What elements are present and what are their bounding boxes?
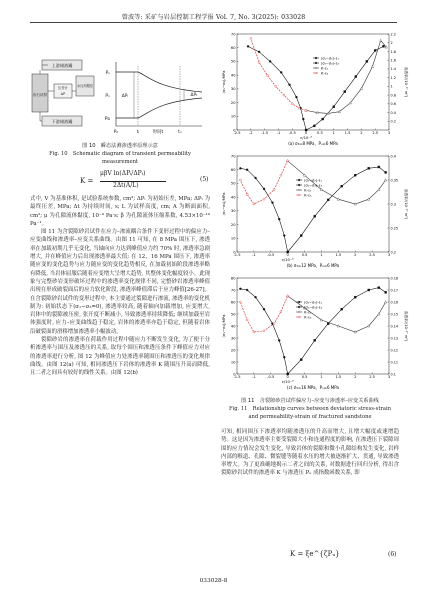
paragraph: 式中, V 为基准体积, 是试验系统参数, cm³; ΔPᵢ 为初始压差, MPa; ΔPₜ 为最终压差, MPa; Δt 为持续时间, s; L 为试样高度, cm; A 为断面面积, cm²; μ 为孔隙流体黏度, 10⁻⁹ Pa·s; β 为孔隙流体压缩系数, 4.53×10⁻¹⁰ Pa⁻¹。: [30, 196, 210, 227]
data-point: [298, 107, 300, 109]
x-tick-label: 1.5: [344, 131, 351, 136]
legend-label: K–ε₃: [304, 315, 312, 320]
eq5-numerator: μβV ln(ΔPᵢ/ΔPₜ): [100, 170, 146, 177]
series-line: [240, 168, 287, 252]
series-line: [288, 161, 386, 204]
chart-panel: [221, 154, 409, 268]
x-tick-label: 1: [320, 253, 323, 258]
delta-pi-label: ΔPᵢ: [121, 94, 129, 99]
x-tick-label: -1.5: [233, 253, 241, 258]
legend-label: (σ₁−σ₃)–ε₃: [321, 61, 339, 66]
chart-panel: [221, 276, 409, 390]
data-point: [255, 177, 257, 179]
data-point: [278, 339, 280, 341]
x-tick-label: 1.5: [335, 375, 342, 380]
x-tick-label: 3: [387, 131, 391, 136]
y-tick-label: 10: [230, 360, 236, 365]
legend-label: (σ₁−σ₃)–ε₃: [304, 183, 323, 188]
x-tick-label: -2.5: [233, 131, 241, 136]
data-point: [258, 61, 260, 63]
data-point: [280, 174, 282, 176]
legend-marker: [315, 72, 317, 74]
legend-marker: [298, 184, 300, 186]
data-point: [291, 103, 293, 105]
eq5-lhs: K =: [80, 177, 94, 185]
legend-label: K–ε₃: [304, 193, 312, 198]
data-point: [300, 359, 302, 361]
x-tick-label: -1: [252, 375, 256, 380]
data-point: [287, 295, 289, 297]
y2-tick-label: 1.6: [390, 58, 396, 63]
data-point: [266, 74, 268, 76]
data-point: [269, 60, 271, 62]
x-tick-label: 0: [304, 131, 308, 136]
data-point: [327, 199, 329, 201]
series-line: [306, 46, 383, 130]
x-tick-label: -0.5: [267, 253, 275, 258]
x-tick-label: -2: [249, 131, 253, 136]
y2-tick-label: 0.17: [390, 288, 399, 293]
panel-caption: (c) σ₃=16 MPa，Pᵤ=6 MPa: [287, 385, 339, 390]
data-point: [278, 218, 280, 220]
y-axis-label: (σ₁−σ₃)/MPa: [221, 192, 226, 216]
panel-caption: (a) σ₃=8 MPa，Pᵤ=6 MPa: [288, 141, 338, 146]
data-point: [263, 188, 265, 190]
y2-tick-label: 1.2: [390, 75, 396, 80]
y-tick-label: 40: [230, 195, 236, 200]
fig11-caption-en-1: Fig. 11 Relationship curves between deviatoric stress-strain: [229, 406, 391, 412]
paragraph: 可知, 相同围压下渗透率均随渗透压的升高而增大, 且增大幅度或速增趋势。这是因为渗透率主要受裂隙大小和连通程度的影响, 在渗透压下裂隙周围的应力情况会发生变化, 导致岩体的裂隙和微小孔隙结构发生变化, 岩样内部的喉道、孔隙、微裂缝等随着水压的增大被逐渐扩大、贯通, 导致渗透率增大。为了更准确地揭示二者之间的关系, 对数据进行回归分析, 得出含裂隙砂岩试件的渗透率 K 与渗透压 Pᵤ 成指数函数关系, 即: [221, 429, 399, 477]
data-point: [384, 301, 386, 303]
data-point: [287, 160, 289, 162]
y-tick-label: 50: [230, 312, 236, 317]
data-point: [341, 185, 343, 187]
y-tick-label: 70: [230, 154, 236, 159]
ti-label: tᵢ: [136, 130, 140, 135]
origin-label: P₀: [113, 130, 119, 135]
y-tick-label: 0: [233, 128, 236, 133]
data-point: [322, 118, 324, 120]
data-point: [341, 308, 343, 310]
data-point: [283, 356, 285, 358]
legend-marker: [298, 194, 300, 196]
figure-11-charts: [221, 30, 407, 396]
data-point: [253, 331, 255, 333]
eq5-number: (5): [200, 176, 209, 183]
data-point: [371, 65, 373, 67]
series-line: [240, 161, 287, 204]
legend-label: (σ₁−σ₃)–ε₁: [304, 178, 323, 183]
eq5-denominator: 2Δt(A/L): [113, 182, 139, 189]
data-point: [280, 311, 282, 313]
x-tick-label: 2.5: [369, 375, 375, 380]
data-point: [239, 179, 241, 181]
data-point: [314, 339, 316, 341]
x-tick-label: -1.5: [233, 375, 241, 380]
fig11-caption-en-2: and permeability-strain of fractured sandstone: [248, 414, 372, 420]
delta-pt-label: ΔPₜ: [190, 93, 198, 98]
data-point: [385, 291, 387, 293]
data-point: [239, 167, 241, 169]
y2-tick-label: 0.25: [390, 226, 399, 231]
y-tick-label: 60: [230, 168, 236, 173]
data-point: [354, 296, 356, 298]
data-point: [366, 60, 368, 62]
y-tick-label: 30: [230, 336, 236, 341]
right-body-text: [221, 428, 399, 478]
plot-frame: [237, 34, 389, 130]
y2-tick-label: 1: [390, 84, 393, 89]
legend-marker: [298, 301, 300, 303]
downstream-pressure-curve: [116, 98, 202, 118]
data-point: [380, 39, 382, 41]
data-point: [255, 296, 257, 298]
x-tick-label: 1: [320, 375, 323, 380]
y2-tick-label: 2.2: [390, 32, 396, 37]
pd-label: Pᴅ: [104, 117, 110, 122]
y2-tick-label: 1.8: [390, 49, 396, 54]
y-tick-label: 70: [230, 32, 236, 37]
y2-tick-label: 0.2: [390, 119, 396, 124]
apparatus-diagram: [32, 60, 94, 126]
legend-marker: [298, 179, 300, 181]
legend-marker: [315, 57, 317, 59]
x-tick-label: 2.5: [372, 131, 379, 136]
data-point: [368, 289, 370, 291]
fig11-caption-cn: 图 11 含裂隙砂岩试件偏应力–应变与渗透率–应变关系曲线: [241, 398, 379, 404]
x-tick-label: 1.5: [335, 253, 342, 258]
y-tick-label: 30: [230, 87, 236, 92]
y2-tick-label: 0.15: [390, 312, 399, 317]
pressure-time-plot: [105, 62, 202, 135]
x-axis-label: ε/10⁻³: [300, 135, 312, 140]
data-point: [360, 87, 362, 89]
rock-sample-label: 岩石试样: [32, 93, 48, 97]
series-line: [288, 296, 386, 332]
data-point: [295, 96, 297, 98]
y2-tick-label: 0.11: [390, 360, 399, 365]
paragraph: 裂隙砂岩的渗透率在荷载作用过程中随应力不断发生变化, 为了便于分析渗透率与围压及渗透压的关系, 取每个围压和渗透压条件下峰值应力对应的渗透率进行分析, 图 12 为峰值应力处渗透率随围压和渗透压的变化规律曲线。由图 12(a) 可知, 相同渗透压下岩体的渗透率 K 随围压升高而降低, 且二者之间具有较好的线性关系。由图 12(b): [30, 337, 210, 377]
y2-tick-label: 0.12: [390, 348, 399, 353]
data-point: [355, 76, 357, 78]
series-line: [240, 296, 287, 332]
data-point: [305, 129, 307, 131]
legend-marker: [298, 306, 300, 308]
equation-6: K = ξe^{ζPᵤ}: [290, 550, 340, 558]
fig10-caption-en-2: measurement: [101, 159, 139, 165]
time-axis-label: 时间t: [152, 130, 164, 135]
y-tick-label: 60: [230, 46, 236, 51]
data-point: [314, 215, 316, 217]
legend-marker: [315, 67, 317, 69]
plot-frame: [237, 156, 389, 252]
y-tick-label: 50: [230, 59, 236, 64]
tf-label: tₓ: [178, 130, 182, 135]
legend-marker: [298, 316, 300, 318]
x-tick-label: -1: [252, 253, 256, 258]
y2-tick-label: 0.14: [390, 324, 399, 329]
x-tick-label: 2.5: [369, 253, 375, 258]
y2-tick-label: 1.4: [390, 67, 396, 72]
series-line: [251, 38, 306, 110]
y2-tick-label: 0.2: [390, 250, 396, 255]
y-tick-label: 20: [230, 348, 236, 353]
series-line: [288, 288, 386, 374]
downstream-reservoir-label: 下游储液罐: [51, 119, 73, 124]
y-tick-label: 20: [230, 100, 236, 105]
x-tick-label: 1: [332, 131, 335, 136]
y-axis-label: (σ₁−σ₃)/MPa: [221, 314, 226, 338]
panel-caption: (b) σ₃=12 MPa，Pᵤ=6 MPa: [286, 263, 340, 268]
legend-label: K–ε₁: [304, 188, 312, 193]
legend-marker: [298, 311, 300, 313]
y2-tick-label: 0.18: [390, 276, 399, 281]
data-point: [287, 373, 289, 375]
legend-marker: [298, 189, 300, 191]
y2-axis-label: 渗透率/(10⁻¹⁷ m²): [404, 66, 408, 98]
x-tick-label: 2: [354, 253, 357, 258]
page-number: 033028-8: [199, 578, 228, 584]
y-tick-label: 0: [233, 372, 236, 377]
paragraph: 图 11 为含裂隙砂岩试件在应力–渗流耦合条件下变形过程中的偏应力–应变曲线和渗透率–应变关系曲线。由图 11 可知, 在 8 MPa 围压下, 渗透率在加载初期几乎无变化, 当轴向应力达到峰值应力约 70% 时, 渗透率急剧增大, 并在峰值应力后出现渗透率最大值; 在 12、16 MPa 围压下, 渗透率随应变的变化趋势与应力随应变的变化趋势相反, 在加载初始阶段渗透率略有降低, 当岩体屈服后随着应变增大呈增大趋势, 其整体变化幅度较小。此现象与完整砂岩变形破坏过程中的渗透率变化规律不同, 完整砂岩渗透率峰值出现在形成破裂面后的应力软化阶段, 渗透率峰值滞后于应力峰值[26-27]。在含裂隙砂岩试件的变形过程中, 本主要通过裂隙进行渗流, 渗透率的变化机制为: 初始状态下(σ₁−σ₃=0), 渗透率较高, 随着轴向加载增加, 应变增大, 岩体中的裂隙被压密, 张开度不断减小, 导致渗透率持续降低; 继续加载至岩体强度时, 应力–应变曲线趋于稳定, 岩体的渗透率亦趋于稳定, 但随着岩体沿破裂面的滑移增加渗透率小幅波动。: [30, 229, 210, 335]
pump-label: 水压伺服泵: [77, 84, 93, 88]
x-tick-label: 3: [387, 253, 391, 258]
y2-tick-label: 0.8: [390, 93, 396, 98]
data-point: [253, 203, 255, 205]
legend-label: K–ε₁: [304, 310, 312, 315]
x-tick-label: -0.5: [267, 375, 275, 380]
data-point: [258, 51, 260, 53]
data-point: [246, 319, 248, 321]
y2-axis-label: 渗透率/(10⁻¹⁷ m²): [404, 310, 408, 342]
fig10-caption-en-1: Fig. 10 Schematic diagram of transient permeability: [49, 151, 191, 157]
data-point: [246, 289, 248, 291]
upstream-pressure-curve: [116, 72, 202, 92]
data-point: [263, 198, 265, 200]
legend-label: (σ₁−σ₃)–ε₁: [304, 300, 323, 305]
y-tick-label: 40: [230, 324, 236, 329]
x-tick-label: 0: [286, 375, 289, 380]
header-rule: [30, 22, 397, 23]
y2-tick-label: 0.1: [390, 372, 396, 377]
data-point: [287, 251, 289, 253]
data-point: [378, 166, 380, 168]
y-tick-label: 50: [230, 181, 236, 186]
figure-10: [30, 58, 210, 140]
data-point: [283, 94, 285, 96]
data-point: [246, 169, 248, 171]
data-point: [263, 308, 265, 310]
upstream-reservoir-label: 上游储液罐: [51, 63, 73, 68]
x-tick-label: 0: [286, 253, 289, 258]
legend-label: K–ε₁: [321, 66, 329, 71]
data-point: [333, 106, 335, 108]
data-point: [239, 288, 241, 290]
data-point: [239, 301, 241, 303]
data-point: [344, 91, 346, 93]
data-point: [385, 171, 387, 173]
x-axis-label: ε/10⁻³: [281, 257, 294, 262]
data-point: [275, 85, 277, 87]
y2-tick-label: 0.4: [390, 154, 396, 159]
x-axis-label: ε/10⁻³: [281, 379, 294, 384]
running-header: 曾波等: 采矿与岩层控制工程学报 Vol. 7, No. 3(2025): 033028: [121, 14, 306, 21]
legend-label: K–ε₃: [321, 71, 329, 76]
y2-tick-label: 0.13: [390, 336, 399, 341]
y2-tick-label: 2: [390, 41, 393, 46]
equation-5: [80, 170, 210, 194]
x-tick-label: 2: [360, 131, 363, 136]
x-tick-label: 2: [354, 375, 357, 380]
y2-axis-label: 渗透率/(10⁻¹⁷ m²): [404, 188, 408, 220]
legend-label: (σ₁−σ₃)–ε₃: [304, 305, 323, 310]
x-tick-label: -1.5: [261, 131, 269, 136]
pf-label: Pₓ: [105, 94, 110, 99]
y-tick-label: 30: [230, 209, 236, 214]
plot-frame: [237, 278, 389, 374]
data-point: [273, 323, 275, 325]
data-point: [368, 167, 370, 169]
data-point: [271, 202, 273, 204]
data-point: [305, 109, 307, 111]
left-body-text: [30, 195, 210, 575]
x-tick-label: -0.5: [288, 131, 296, 136]
data-point: [354, 174, 356, 176]
x-tick-label: -1: [276, 131, 281, 136]
data-point: [382, 45, 384, 47]
data-point: [263, 330, 265, 332]
y-tick-label: 20: [230, 222, 236, 227]
data-point: [280, 71, 282, 73]
data-point: [302, 118, 304, 120]
data-point: [247, 45, 249, 47]
y2-tick-label: 0.3: [390, 202, 396, 207]
x-tick-label: 0.5: [301, 253, 308, 258]
data-point: [289, 84, 291, 86]
x-tick-label: 3: [387, 375, 391, 380]
y2-tick-label: 0.4: [390, 110, 396, 115]
data-point: [313, 125, 315, 127]
y-tick-label: 40: [230, 73, 236, 78]
gauge-delta-p: ΔP: [60, 92, 66, 96]
y2-tick-label: 0.6: [390, 102, 396, 107]
y-tick-label: 80: [230, 276, 236, 281]
y-tick-label: 70: [230, 288, 236, 293]
y-tick-label: 0: [233, 250, 236, 255]
data-point: [246, 193, 248, 195]
series-line: [288, 167, 386, 252]
pu-label: Pᵤ: [105, 71, 110, 76]
gauge-label: 压差计: [57, 86, 69, 90]
data-point: [374, 49, 376, 51]
data-point: [250, 37, 252, 39]
y-tick-label: 10: [230, 236, 236, 241]
y2-tick-label: 0.35: [390, 178, 399, 183]
y-tick-label: 10: [230, 114, 236, 119]
data-point: [273, 189, 275, 191]
y-axis-label: (σ₁−σ₃)/MPa: [221, 70, 226, 94]
y-tick-label: 60: [230, 300, 236, 305]
chart-panel: [221, 32, 409, 146]
data-point: [300, 235, 302, 237]
legend-marker: [315, 62, 317, 64]
legend-label: (σ₁−σ₃)–ε₁: [321, 56, 339, 61]
data-point: [378, 287, 380, 289]
fig10-caption-cn: 图 10 瞬态法测渗透率原理示意: [82, 143, 158, 149]
x-tick-label: 0.5: [317, 131, 323, 136]
data-point: [283, 235, 285, 237]
data-point: [384, 179, 386, 181]
x-tick-label: 0.5: [301, 375, 308, 380]
y2-tick-label: 0.16: [390, 300, 399, 305]
eq6-number: (6): [388, 551, 397, 558]
